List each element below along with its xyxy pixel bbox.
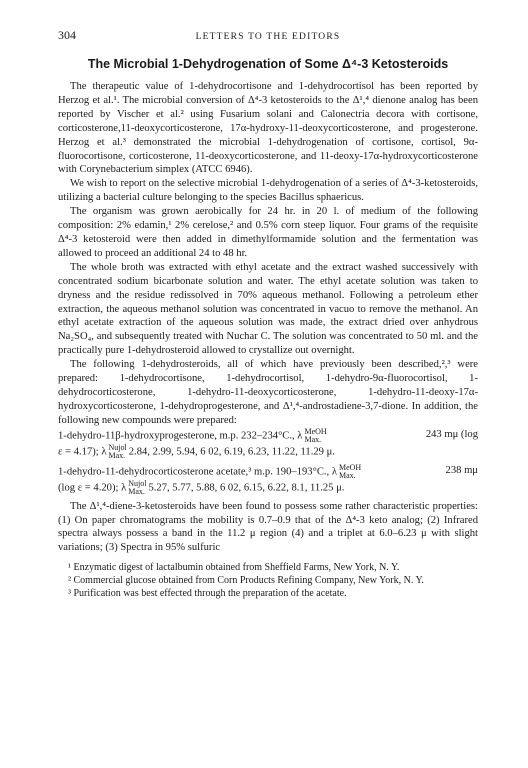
compound-value: 2.84, 2.99, 5.94, 6 02, 6.19, 6.23, 11.22, 11.29 μ.	[128, 446, 335, 458]
footnote: ¹ Enzymatic digest of lactalbumin obtained from Sheffield Farms, New York, N. Y.	[68, 562, 400, 574]
article-title: The Microbial 1-Dehydrogenation of Some Δ⁴-3 Ketosteroids	[87, 57, 449, 71]
running-title: LETTERS TO THE EDITORS	[195, 32, 341, 42]
compound-entry-1	[58, 428, 478, 460]
page-number: 304	[58, 28, 76, 42]
max-label: Max.	[108, 450, 126, 460]
footnote: ³ Purification was best effected through the preparation of the acetate.	[68, 588, 347, 600]
footnotes	[58, 561, 478, 600]
paragraph: The organism was grown aerobically for 24 hr. in 20 l. of medium of the following composition: 2% edamin,¹ 2% cerelose,² and 0.5% corn steep liquor. Four grams of the requisite Δ⁴-3 ketosteroid were then added in dimethylformamide solution and the fermentation was allowed to proceed an additional 24 to 48 hr.	[58, 206, 478, 259]
paragraph: We wish to report on the selective microbial 1-dehydrogenation of a series of Δ⁴-3-ketosteroids, utilizing a bacterial culture belonging to the species Bacillus sphaericus.	[58, 178, 478, 204]
footnote: ² Commercial glucose obtained from Corn Products Refining Company, New York, N. Y.	[68, 575, 424, 587]
paragraph: The therapeutic value of 1-dehydrocortisone and 1-dehydrocortisol has been reported by Herzog et al.¹. The microbial conversion of Δ⁴-3 ketosteroids to the Δ¹,⁴ dienone analog has been reported by Vischer et al.² using Fusarium solani and Calonectria decora with cortisone, corticosterone,11-deoxycorticosterone, 17α-hydroxy-11-deoxycorticosterone, and progesterone. Herzog et al.³ demonstrated the microbial 1-dehydrogenation of cortisone, cortisol, 9α-fluorocortisone, corticosterone, 11-deoxycorticosterone, and 11-deoxy-17α-hydroxycorticosterone with Corynebacterium simplex (ATCC 6946).	[58, 81, 478, 176]
paragraph: The following 1-dehydrosteroids, all of which have previously been described,²,³ were prepared: 1-dehydrocortisone, 1-dehydrocortisol, 1-dehydro-9α-fluorocortisol, 1-dehydrocorticosterone, 1-dehydro-11-deoxycorticosterone, 1-dehydro-11-deoxy-17α-hydroxycorticosterone, 1-dehydroprogesterone, and Δ¹,⁴-androstadiene-3,7-dione. In addition, the following new compounds were prepared:	[58, 359, 478, 426]
solvent-label: MeOH	[338, 462, 362, 472]
compound-text: ε = 4.17); λ	[58, 446, 107, 458]
paragraph: The Δ¹,⁴-diene-3-ketosteroids have been found to possess some rather characteristic properties: (1) On paper chromatograms the mobility is 0.7–0.9 that of the Δ⁴-3 keto analog; (2) Infrared spectra always possess a band in the 11.2 μ region (4) and a triplet at 6.0–6.23 μ with slight variations; (3) Spectra in 95% sulfuric	[58, 500, 478, 554]
compound-text: (log ε = 4.20); λ	[58, 482, 127, 494]
compound-entry-2	[58, 464, 478, 496]
compound-text: 1-dehydro-11β-hydroxyprogesterone, m.p. 232–234°C., λ	[58, 430, 303, 442]
compound-text: 1-dehydro-11-dehydrocorticosterone acetate,³ m.p. 190–193°C., λ	[58, 466, 337, 478]
compound-value: 243 mμ (log	[425, 428, 478, 440]
max-label: Max.	[304, 434, 322, 444]
article-body	[58, 80, 478, 555]
solvent-label: Nujol	[128, 478, 147, 488]
compound-value: 238 mμ	[445, 464, 478, 476]
solvent-label: Nujol	[108, 442, 127, 452]
max-label: Max.	[338, 470, 356, 480]
page-header	[58, 28, 478, 43]
compound-value: 5.27, 5.77, 5.88, 6 02, 6.15, 6.22, 8.1, 11.25 μ.	[148, 482, 345, 494]
solvent-label: MeOH	[304, 426, 327, 436]
max-label: Max.	[128, 486, 145, 496]
paragraph: The whole broth was extracted with ethyl acetate and the extract washed successively with concentrated sodium bicarbonate solution and water. The ethyl acetate solution was taken to dryness and the residue redissolved in 70% aqueous methanol. Following a petroleum ether extraction, the aqueous methanol solution was concentrated in vacuo to remove the methanol. An ethyl acetate extraction of the aqueous solution was made, the extract dried over anhydrous Na₂SO₄, and subsequently treated with Nuchar C. The solution was concentrated to 50 ml. and the practically pure 1-dehydrosteroid allowed to crystallize out overnight.	[58, 261, 478, 357]
